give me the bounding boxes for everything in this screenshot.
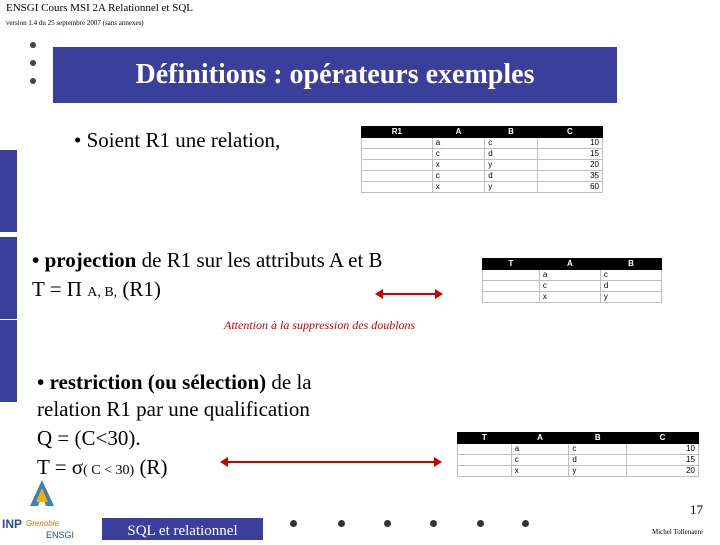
table-row bbox=[458, 466, 699, 477]
projection-formula bbox=[32, 277, 161, 305]
table-header-cell: C bbox=[537, 127, 602, 138]
table-row bbox=[362, 171, 603, 182]
formula-main: T = σ bbox=[37, 455, 84, 479]
table-cell: a bbox=[432, 138, 484, 149]
table-header-cell: A bbox=[432, 127, 484, 138]
intro-text: • Soient R1 une relation, bbox=[74, 128, 281, 152]
table-header-cell: T bbox=[483, 259, 540, 270]
decor-dot bbox=[384, 520, 391, 527]
page-title: Définitions : opérateurs exemples bbox=[135, 59, 535, 90]
table-cell: c bbox=[432, 149, 484, 160]
table-header-cell: A bbox=[511, 433, 569, 444]
table-row bbox=[458, 455, 699, 466]
table-row bbox=[362, 182, 603, 193]
table-cell bbox=[458, 444, 512, 455]
table-row bbox=[458, 444, 699, 455]
footer-title-box: SQL et relationnel bbox=[102, 518, 263, 540]
table-cell: c bbox=[600, 270, 661, 281]
decor-dot bbox=[522, 520, 529, 527]
table-header-cell: A bbox=[539, 259, 600, 270]
projection-desc: de R1 sur les attributs A et B bbox=[136, 248, 383, 272]
table-cell: d bbox=[485, 171, 537, 182]
table-cell bbox=[483, 281, 540, 292]
table-cell: c bbox=[511, 455, 569, 466]
table-cell: 20 bbox=[627, 466, 699, 477]
formula-end: (R) bbox=[134, 455, 168, 479]
table-cell: 35 bbox=[537, 171, 602, 182]
table-header-cell: C bbox=[627, 433, 699, 444]
table-cell bbox=[362, 171, 433, 182]
table-header-row bbox=[362, 127, 603, 138]
table-cell: 15 bbox=[627, 455, 699, 466]
table-r1 bbox=[361, 126, 603, 193]
table-cell bbox=[362, 160, 433, 171]
decor-dot bbox=[30, 78, 36, 84]
table-cell bbox=[362, 149, 433, 160]
formula-main: T = Π bbox=[32, 277, 82, 301]
svg-text:Grenoble: Grenoble bbox=[26, 519, 59, 528]
decor-dot bbox=[338, 520, 345, 527]
table-cell: a bbox=[539, 270, 600, 281]
projection-line1 bbox=[32, 248, 383, 272]
table-cell: d bbox=[600, 281, 661, 292]
table-header-cell: B bbox=[485, 127, 537, 138]
side-bar bbox=[0, 150, 17, 232]
version-line: version 1.4 du 25 septembre 2007 (sans annexes) bbox=[6, 19, 144, 27]
duplicates-note: Attention à la suppression des doublons bbox=[224, 318, 416, 332]
double-arrow bbox=[222, 461, 440, 463]
inp-grenoble-logo bbox=[2, 478, 86, 540]
table-cell: 10 bbox=[627, 444, 699, 455]
decor-dot bbox=[477, 520, 484, 527]
double-arrow bbox=[377, 293, 441, 295]
side-bar bbox=[0, 237, 17, 319]
table-restriction bbox=[457, 432, 699, 477]
table-cell: x bbox=[432, 182, 484, 193]
restriction-line2: relation R1 par une qualification bbox=[37, 397, 310, 421]
table-cell: y bbox=[485, 182, 537, 193]
svg-text:ENSGI: ENSGI bbox=[46, 530, 75, 540]
table-header-cell: B bbox=[600, 259, 661, 270]
table-cell: c bbox=[432, 171, 484, 182]
table-row bbox=[362, 160, 603, 171]
decor-dot bbox=[30, 60, 36, 66]
projection-term: • projection bbox=[32, 248, 137, 272]
svg-text:INP: INP bbox=[2, 517, 23, 531]
table-cell: 15 bbox=[537, 149, 602, 160]
table-row bbox=[362, 149, 603, 160]
page-number: 17 bbox=[690, 502, 703, 517]
table-cell: c bbox=[539, 281, 600, 292]
table-cell bbox=[458, 466, 512, 477]
restriction-desc: de la bbox=[266, 370, 312, 394]
table-cell: y bbox=[569, 466, 627, 477]
table-cell: x bbox=[511, 466, 569, 477]
table-header-cell: B bbox=[569, 433, 627, 444]
table-cell bbox=[362, 182, 433, 193]
table-cell: 20 bbox=[537, 160, 602, 171]
restriction-term: • restriction (ou sélection) bbox=[37, 370, 267, 394]
author-name: Michel Tollenaere bbox=[652, 528, 703, 536]
table-cell: d bbox=[569, 455, 627, 466]
table-cell: d bbox=[485, 149, 537, 160]
table-row bbox=[362, 138, 603, 149]
table-cell bbox=[458, 455, 512, 466]
formula-end: (R1) bbox=[117, 277, 161, 301]
course-header: ENSGI Cours MSI 2A Relationnel et SQL bbox=[6, 2, 193, 14]
decor-dot bbox=[30, 42, 36, 48]
side-bar bbox=[0, 320, 17, 402]
table-cell: y bbox=[600, 292, 661, 303]
formula-subscript: A, B, bbox=[87, 285, 118, 300]
table-projection bbox=[482, 258, 662, 303]
table-cell bbox=[362, 138, 433, 149]
table-header-cell: R1 bbox=[362, 127, 433, 138]
restriction-line3: Q = (C<30). bbox=[37, 426, 141, 450]
table-header-row bbox=[458, 433, 699, 444]
table-cell bbox=[483, 292, 540, 303]
table-cell: c bbox=[485, 138, 537, 149]
table-row bbox=[483, 270, 662, 281]
decor-dot bbox=[290, 520, 297, 527]
table-cell: c bbox=[569, 444, 627, 455]
table-cell: a bbox=[511, 444, 569, 455]
decor-dot bbox=[430, 520, 437, 527]
table-cell: 10 bbox=[537, 138, 602, 149]
logo-icon bbox=[2, 478, 86, 540]
table-header-row bbox=[483, 259, 662, 270]
formula-subscript: ( C < 30) bbox=[83, 463, 135, 478]
table-header-cell: T bbox=[458, 433, 512, 444]
table-cell: x bbox=[539, 292, 600, 303]
table-cell: x bbox=[432, 160, 484, 171]
table-cell bbox=[483, 270, 540, 281]
table-cell: y bbox=[485, 160, 537, 171]
table-cell: 60 bbox=[537, 182, 602, 193]
table-row bbox=[483, 281, 662, 292]
table-row bbox=[483, 292, 662, 303]
restriction-line1 bbox=[37, 370, 312, 394]
